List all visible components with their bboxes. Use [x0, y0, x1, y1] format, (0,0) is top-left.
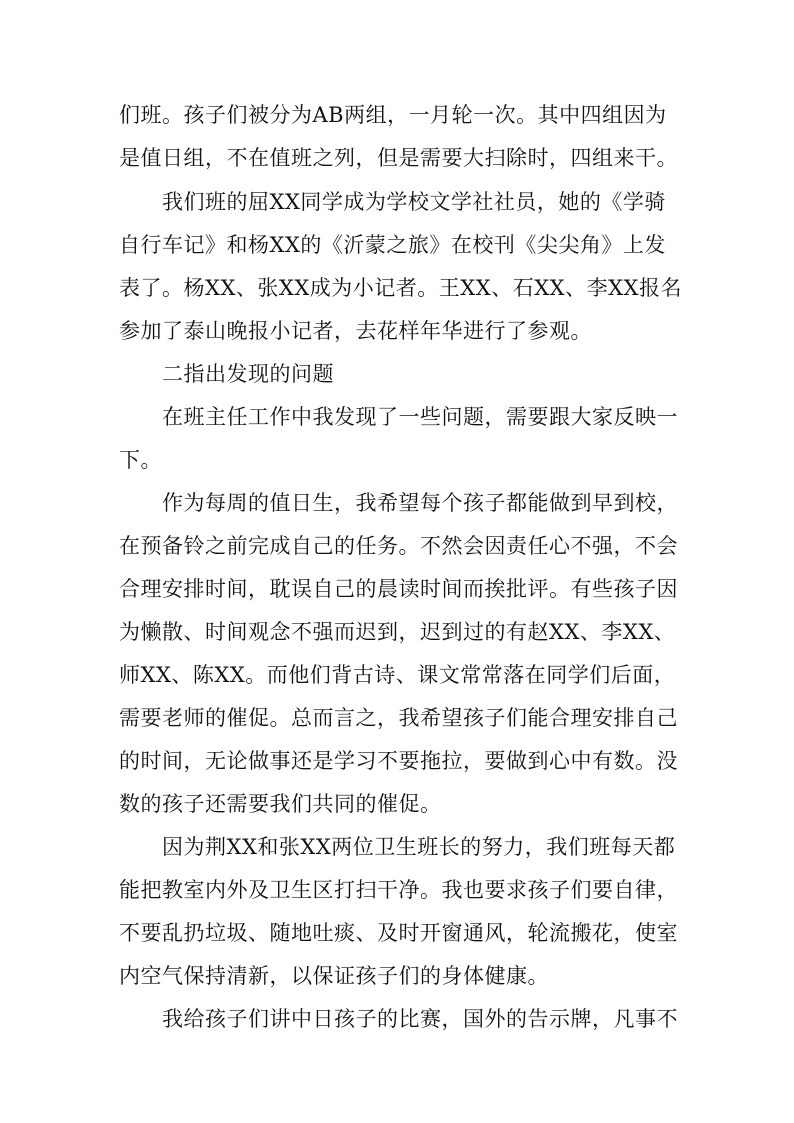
paragraph-line: 表了。杨XX、张XX成为小记者。王XX、石XX、李XX报名 — [119, 276, 683, 300]
paragraph-line: 在班主任工作中我发现了一些问题，需要跟大家反映一 — [162, 405, 678, 429]
paragraph-line: 们班。孩子们被分为AB两组，一月轮一次。其中四组因为 — [119, 103, 667, 127]
paragraph-line: 为懒散、时间观念不强而迟到，迟到过的有赵XX、李XX、 — [119, 620, 676, 644]
paragraph-line: 在预备铃之前完成自己的任务。不然会因责任心不强，不会 — [119, 534, 678, 558]
paragraph-line: 能把教室内外及卫生区打扫干净。我也要求孩子们要自律， — [119, 878, 678, 902]
paragraph-line: 数的孩子还需要我们共同的催促。 — [119, 792, 442, 816]
paragraph-line: 自行车记》和杨XX的《沂蒙之旅》在校刊《尖尖角》上发 — [119, 233, 666, 257]
paragraph-line: 需要老师的催促。总而言之，我希望孩子们能合理安排自己 — [119, 706, 678, 730]
paragraph-line: 合理安排时间，耽误自己的晨读时间而挨批评。有些孩子因 — [119, 577, 678, 601]
paragraph-line: 是值日组，不在值班之列，但是需要大扫除时，四组来干。 — [119, 146, 678, 170]
paragraph-line: 作为每周的值日生，我希望每个孩子都能做到早到校， — [162, 491, 678, 515]
paragraph-line: 参加了泰山晚报小记者，去花样年华进行了参观。 — [119, 319, 592, 343]
paragraph-line: 下。 — [119, 448, 162, 472]
paragraph-line: 师XX、陈XX。而他们背古诗、课文常常落在同学们后面， — [119, 663, 676, 687]
paragraph-line: 我们班的屈XX同学成为学校文学社社员，她的《学骑 — [162, 190, 666, 214]
paragraph-line: 不要乱扔垃圾、随地吐痰、及时开窗通风，轮流搬花，使室 — [119, 921, 678, 945]
paragraph-line: 我给孩子们讲中日孩子的比赛，国外的告示牌，凡事不 — [162, 1007, 678, 1031]
paragraph-line: 的时间，无论做事还是学习不要拖拉，要做到心中有数。没 — [119, 749, 678, 773]
paragraph-line: 内空气保持清新，以保证孩子们的身体健康。 — [119, 964, 549, 988]
section-heading: 二指出发现的问题 — [162, 362, 334, 386]
paragraph-line: 因为荆XX和张XX两位卫生班长的努力，我们班每天都 — [162, 835, 676, 859]
